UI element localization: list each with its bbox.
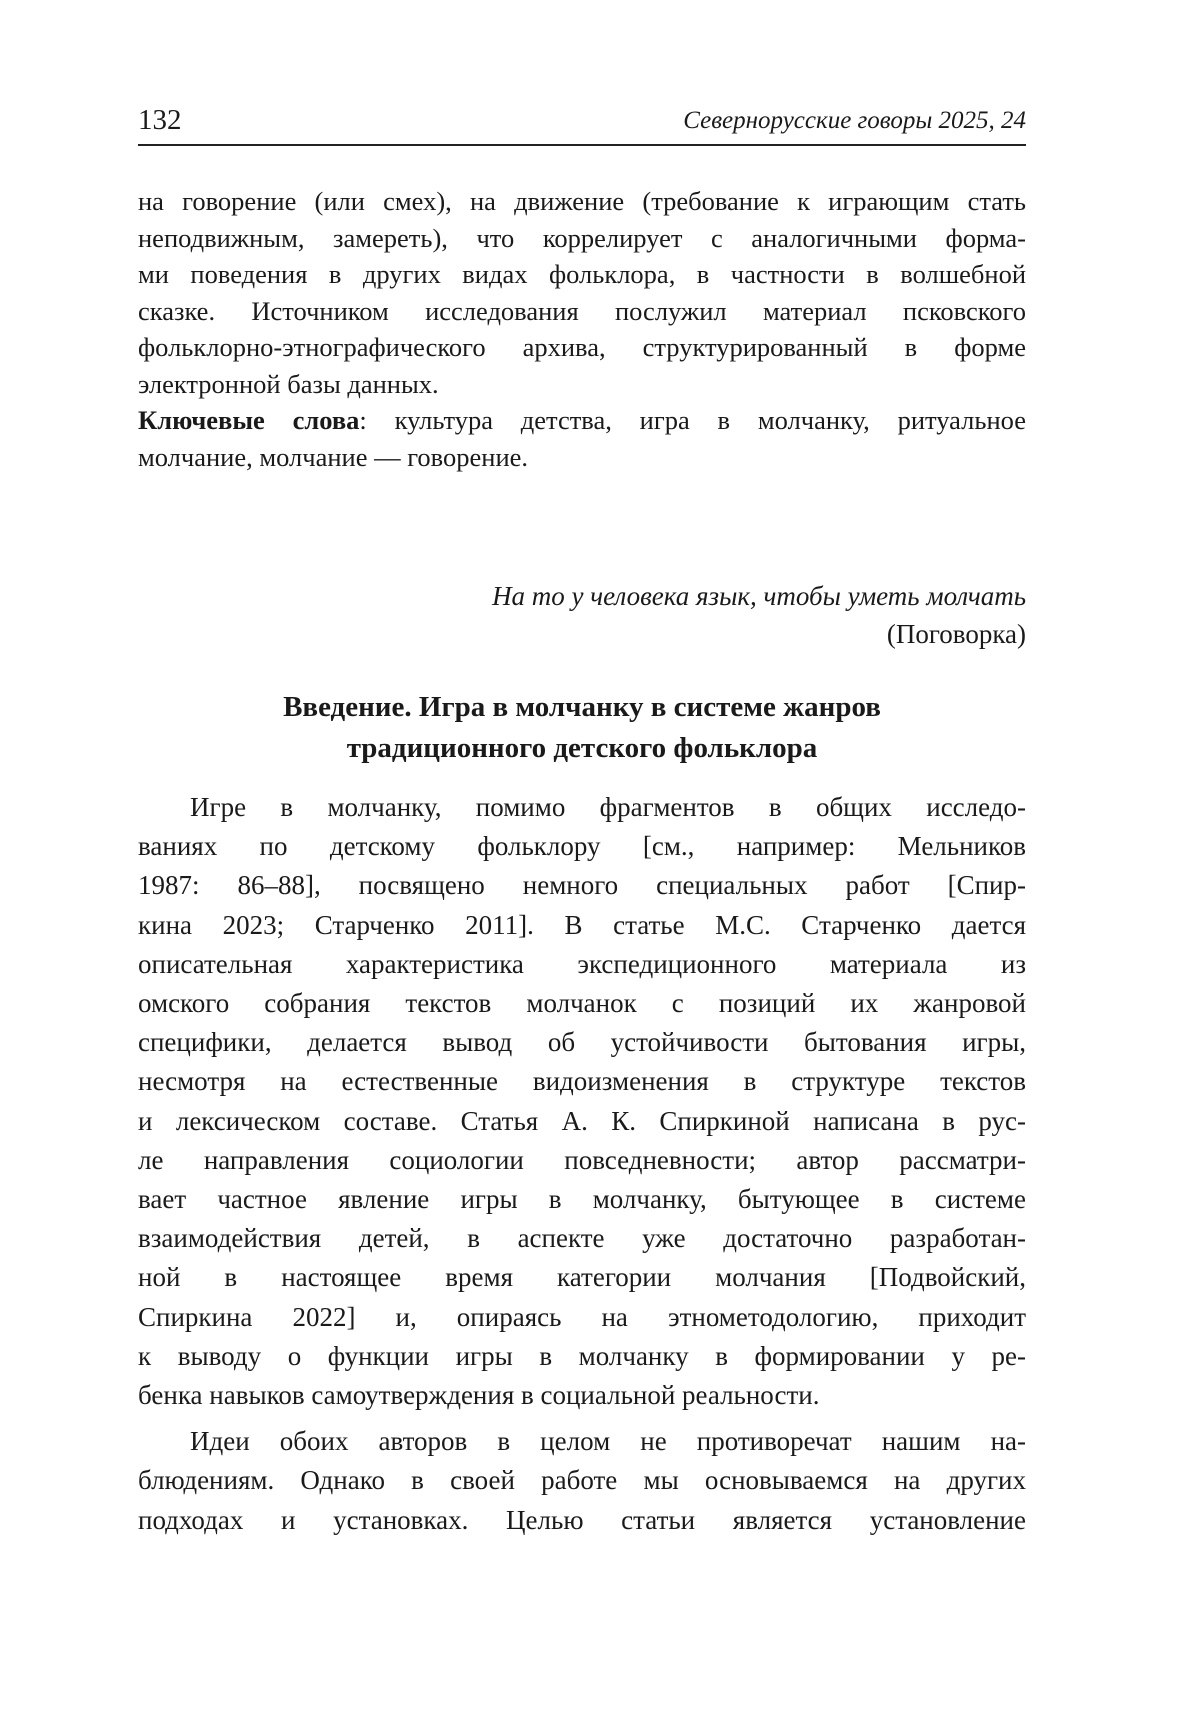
paragraph-line: 1987: 86–88], посвящено немного специальных работ [Спир- (138, 870, 1026, 901)
running-header (138, 104, 1026, 146)
paragraph-line: несмотря на естественные видоизменения в структуре текстов (138, 1066, 1026, 1097)
epigraph-text: На то у человека язык, чтобы уметь молчать (492, 581, 1026, 611)
epigraph-source: (Поговорка) (886, 619, 1026, 649)
paragraph-line: специфики, делается вывод об устойчивости бытования игры, (138, 1027, 1026, 1058)
paragraph-line: описательная характеристика экспедиционного материала из (138, 948, 1026, 979)
paragraph-line: Идеи обоих авторов в целом не противоречат нашим на- (190, 1426, 1026, 1457)
abstract-line: сказке. Источником исследования послужил материал псковского (138, 295, 1026, 326)
paragraph-1 (138, 788, 1026, 1415)
keywords-text: : культура детства, игра в молчанку, ритуальное (359, 405, 1026, 435)
abstract-block (138, 183, 1026, 475)
keywords-line (138, 402, 1026, 439)
abstract-line: электронной базы данных. (138, 368, 439, 399)
page-number: 132 (138, 104, 182, 136)
paragraph-line: ной в настоящее время категории молчания [Подвойский, (138, 1262, 1026, 1293)
keywords-line-continued: молчание, молчание — говорение. (138, 441, 529, 472)
abstract-line: неподвижным, замереть), что коррелирует с аналогичными форма- (138, 222, 1026, 253)
paragraph-line: Игре в молчанку, помимо фрагментов в общих исследо- (190, 792, 1026, 822)
paragraph-line: подходах и установках. Целью статьи является установление (138, 1504, 1026, 1535)
epigraph (138, 577, 1026, 653)
paragraph-line: ле направления социологии повседневности; автор рассматри- (138, 1144, 1026, 1175)
paragraph-line: ваниях по детскому фольклору [см., например: Мельников (138, 831, 1026, 862)
paragraph-line: кина 2023; Старченко 2011]. В статье М.С. Старченко дается (138, 909, 1026, 940)
paragraph-line: вает частное явление игры в молчанку, бытующее в системе (138, 1184, 1026, 1215)
paragraph-line: к выводу о функции игры в молчанку в формировании у ре- (138, 1340, 1026, 1371)
paragraph-line: взаимодействия детей, в аспекте уже достаточно разработан- (138, 1223, 1026, 1254)
paragraph-line: блюдениям. Однако в своей работе мы основываемся на других (138, 1465, 1026, 1496)
abstract-line: фольклорно-этнографического архива, структурированный в форме (138, 332, 1026, 362)
keywords-label: Ключевые слова (138, 405, 360, 435)
section-heading-line: традиционного детского фольклора (346, 732, 818, 764)
paragraph-line: и лексическом составе. Статья А. К. Спиркиной написана в рус- (138, 1105, 1026, 1136)
abstract-line: на говорение (или смех), на движение (требование к играющим стать (138, 186, 1026, 216)
body-text (138, 788, 1026, 1540)
section-heading (138, 687, 1026, 769)
paragraph-line: омского собрания текстов молчанок с позиций их жанровой (138, 988, 1026, 1019)
paragraph-2 (138, 1422, 1026, 1540)
paragraph-line: бенка навыков самоутверждения в социальной реальности. (138, 1380, 820, 1411)
section-heading-line: Введение. Игра в молчанку в системе жанров (283, 691, 881, 723)
abstract-line: ми поведения в других видах фольклора, в частности в волшебной (138, 259, 1026, 289)
journal-title: Севернорусские говоры 2025, 24 (683, 107, 1026, 134)
paragraph-line: Спиркина 2022] и, опираясь на этнометодологию, приходит (138, 1301, 1026, 1332)
